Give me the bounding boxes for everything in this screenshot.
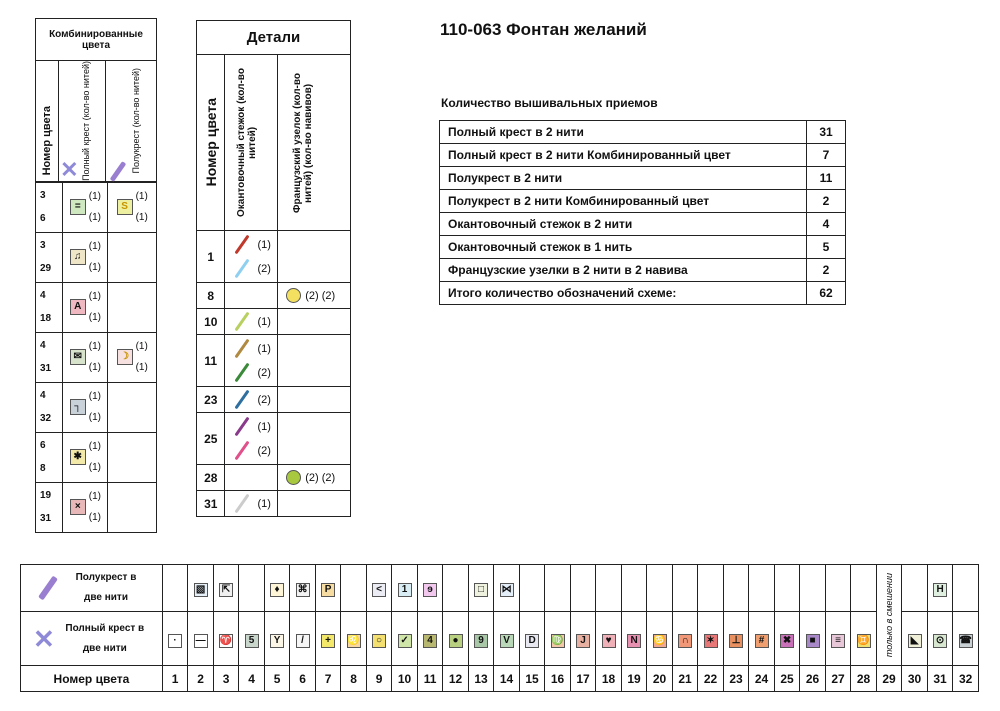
stitch-symbol: ⌘ bbox=[297, 584, 308, 595]
thread-count: (1) bbox=[135, 212, 148, 224]
backstitch-line bbox=[235, 259, 250, 279]
stitch-symbol: ♥ bbox=[602, 634, 616, 648]
color-number: 6 bbox=[40, 440, 46, 452]
details-col-knot: Французский узелок (кол-во нитей) (кол-во навивов) bbox=[292, 72, 315, 213]
stitch-symbol: ≡ bbox=[831, 634, 845, 648]
stitch-symbol: ⋈ bbox=[501, 584, 512, 595]
stitch-symbol: ✖ bbox=[780, 634, 794, 648]
stitch-symbol: 1 bbox=[398, 583, 412, 597]
color-number: 5 bbox=[264, 666, 290, 692]
stitch-symbol: V bbox=[500, 634, 514, 648]
thread-count: (1) bbox=[88, 212, 101, 224]
techniques-table bbox=[439, 120, 846, 305]
color-number: 18 bbox=[596, 666, 622, 692]
technique-value: 11 bbox=[807, 167, 846, 190]
color-number: 4 bbox=[40, 290, 46, 302]
color-number: 8 bbox=[40, 463, 46, 475]
thread-count: (1) bbox=[88, 412, 101, 424]
combined-col-number: Номер цвета bbox=[41, 105, 54, 175]
technique-row bbox=[440, 213, 846, 236]
technique-row bbox=[440, 259, 846, 282]
color-number: 1 bbox=[162, 666, 188, 692]
technique-label: Французские узелки в 2 нити в 2 навива bbox=[440, 259, 807, 282]
details-col-backstitch: Окантовочный стежок (кол-во нитей) bbox=[236, 68, 259, 217]
details-header: Детали bbox=[197, 21, 351, 55]
color-number: 28 bbox=[197, 465, 225, 491]
legend-table bbox=[20, 564, 979, 692]
stitch-symbol: ┐ bbox=[70, 399, 86, 415]
technique-row bbox=[440, 144, 846, 167]
knot-count: (2) (2) bbox=[305, 471, 336, 484]
color-number: 8 bbox=[197, 283, 225, 309]
combined-row bbox=[36, 332, 157, 382]
backstitch-line bbox=[235, 363, 250, 383]
stitch-symbol: ☎ bbox=[959, 634, 972, 646]
color-number: 32 bbox=[953, 666, 979, 692]
color-number: 4 bbox=[239, 666, 265, 692]
color-number: 26 bbox=[800, 666, 826, 692]
stitch-symbol: ♈ bbox=[219, 634, 233, 646]
backstitch-line bbox=[235, 339, 250, 359]
details-col-number: Номер цвета bbox=[202, 98, 219, 187]
technique-value: 7 bbox=[807, 144, 846, 167]
details-row bbox=[197, 231, 351, 283]
combined-row bbox=[36, 482, 157, 532]
thread-count: (1) bbox=[88, 241, 101, 253]
color-number: 16 bbox=[545, 666, 571, 692]
color-number: 31 bbox=[197, 491, 225, 517]
stitch-symbol: ☽ bbox=[117, 349, 133, 365]
details-table bbox=[196, 20, 351, 517]
stitch-symbol: 5 bbox=[245, 634, 259, 648]
technique-value: 2 bbox=[807, 259, 846, 282]
stitch-symbol: D bbox=[525, 634, 539, 648]
thread-count: (1) bbox=[257, 497, 271, 510]
color-number: 14 bbox=[494, 666, 520, 692]
color-number: 6 bbox=[290, 666, 316, 692]
color-number: 29 bbox=[40, 263, 52, 275]
thread-count: (1) bbox=[88, 441, 101, 453]
stitch-symbol: □ bbox=[474, 583, 488, 597]
thread-count: (1) bbox=[257, 238, 271, 251]
technique-label: Полный крест в 2 нити Комбинированный цвет bbox=[440, 144, 807, 167]
combined-col-full: Полный крест (кол-во нитей) bbox=[80, 61, 91, 181]
color-number: 32 bbox=[40, 413, 52, 425]
stitch-symbol: 4 bbox=[423, 634, 437, 648]
technique-value: 4 bbox=[807, 213, 846, 236]
legend-half-label: Полукрест в две нити bbox=[75, 572, 137, 603]
technique-label: Окантовочный стежок в 2 нити bbox=[440, 213, 807, 236]
stitch-symbol: × bbox=[70, 499, 86, 515]
combined-colors-table bbox=[35, 18, 157, 533]
color-number: 7 bbox=[315, 666, 341, 692]
thread-count: (1) bbox=[257, 342, 271, 355]
technique-row bbox=[440, 282, 846, 305]
color-number: 19 bbox=[621, 666, 647, 692]
stitch-symbol: ✱ bbox=[70, 449, 86, 465]
stitch-symbol: 9 bbox=[474, 634, 488, 648]
details-row bbox=[197, 283, 351, 309]
stitch-symbol: ✉ bbox=[70, 349, 86, 365]
stitch-symbol: A bbox=[70, 299, 86, 315]
color-number: 11 bbox=[417, 666, 443, 692]
knot-count: (2) (2) bbox=[305, 289, 336, 302]
color-number: 28 bbox=[851, 666, 877, 692]
color-number: 22 bbox=[698, 666, 724, 692]
stitch-symbol: ♊ bbox=[857, 634, 870, 646]
color-number: 25 bbox=[197, 413, 225, 465]
details-row bbox=[197, 413, 351, 465]
details-row bbox=[197, 387, 351, 413]
color-number: 18 bbox=[40, 313, 52, 325]
combined-header: Комбинированные цвета bbox=[36, 19, 157, 61]
technique-label: Окантовочный стежок в 1 нить bbox=[440, 236, 807, 259]
color-number: 6 bbox=[40, 213, 46, 225]
color-number: 8 bbox=[341, 666, 367, 692]
stitch-symbol: ɘ bbox=[423, 583, 437, 597]
color-number: 13 bbox=[468, 666, 494, 692]
color-number: 3 bbox=[40, 190, 46, 202]
combined-row bbox=[36, 382, 157, 432]
details-row bbox=[197, 309, 351, 335]
color-number: 27 bbox=[825, 666, 851, 692]
technique-row bbox=[440, 236, 846, 259]
thread-count: (1) bbox=[88, 512, 101, 524]
color-number: 1 bbox=[197, 231, 225, 283]
color-number: 24 bbox=[749, 666, 775, 692]
thread-count: (1) bbox=[88, 491, 101, 503]
color-number: 4 bbox=[40, 340, 46, 352]
stitch-symbol: < bbox=[372, 583, 386, 597]
stitch-symbol: # bbox=[755, 634, 769, 648]
stitch-symbol: ◣ bbox=[908, 634, 922, 648]
thread-count: (1) bbox=[257, 420, 271, 433]
details-row bbox=[197, 491, 351, 517]
color-number: 23 bbox=[197, 387, 225, 413]
legend-number-label: Номер цвета bbox=[21, 666, 163, 692]
stitch-symbol: — bbox=[195, 634, 206, 646]
stitch-symbol: ■ bbox=[806, 634, 820, 648]
stitch-symbol: P bbox=[321, 583, 335, 597]
stitch-symbol: ♍ bbox=[551, 634, 564, 646]
thread-count: (1) bbox=[88, 291, 101, 303]
thread-count: (1) bbox=[135, 341, 148, 353]
thread-count: (1) bbox=[88, 191, 101, 203]
backstitch-line bbox=[235, 494, 250, 514]
technique-label: Полукрест в 2 нити Комбинированный цвет bbox=[440, 190, 807, 213]
thread-count: (1) bbox=[135, 191, 148, 203]
technique-value: 2 bbox=[807, 190, 846, 213]
combined-row bbox=[36, 432, 157, 482]
technique-value: 62 bbox=[807, 282, 846, 305]
backstitch-line bbox=[235, 441, 250, 461]
backstitch-line bbox=[235, 312, 250, 332]
technique-row bbox=[440, 167, 846, 190]
combined-row bbox=[36, 182, 157, 232]
stitch-symbol: ▧ bbox=[194, 583, 208, 597]
color-number: 25 bbox=[774, 666, 800, 692]
full-cross-icon: ✕ bbox=[33, 623, 55, 654]
technique-value: 31 bbox=[807, 121, 846, 144]
thread-count: (2) bbox=[257, 366, 271, 379]
french-knot-icon bbox=[286, 470, 301, 485]
color-number: 29 bbox=[876, 666, 902, 692]
half-cross-icon bbox=[110, 161, 127, 182]
thread-count: (2) bbox=[257, 393, 271, 406]
technique-label: Полный крест в 2 нити bbox=[440, 121, 807, 144]
color-number: 20 bbox=[647, 666, 673, 692]
stitch-symbol: ● bbox=[449, 634, 463, 648]
color-number: 10 bbox=[197, 309, 225, 335]
color-number: 2 bbox=[188, 666, 214, 692]
half-cross-icon bbox=[38, 576, 58, 601]
stitch-symbol: ∩ bbox=[678, 634, 692, 648]
color-number: 31 bbox=[40, 363, 52, 375]
technique-value: 5 bbox=[807, 236, 846, 259]
color-number: 23 bbox=[723, 666, 749, 692]
stitch-symbol: ♋ bbox=[653, 634, 666, 646]
backstitch-line bbox=[235, 417, 250, 437]
stitch-symbol: ♫ bbox=[70, 249, 86, 265]
stitch-symbol: ✓ bbox=[398, 634, 412, 648]
color-number: 11 bbox=[197, 335, 225, 387]
color-number: 3 bbox=[40, 240, 46, 252]
stitch-symbol: Y bbox=[270, 634, 284, 648]
thread-count: (1) bbox=[88, 341, 101, 353]
technique-row bbox=[440, 190, 846, 213]
thread-count: (1) bbox=[88, 262, 101, 274]
color-number: 21 bbox=[672, 666, 698, 692]
legend-full-label: Полный крест в две нити bbox=[65, 622, 145, 654]
details-row bbox=[197, 465, 351, 491]
stitch-symbol: ♌ bbox=[347, 634, 360, 646]
color-number: 4 bbox=[40, 390, 46, 402]
page-title: 110-063 Фонтан желаний bbox=[440, 20, 647, 39]
color-number: 19 bbox=[40, 490, 52, 502]
technique-label: Полукрест в 2 нити bbox=[440, 167, 807, 190]
thread-count: (2) bbox=[257, 262, 271, 275]
thread-count: (1) bbox=[257, 315, 271, 328]
combined-row bbox=[36, 282, 157, 332]
color-number: 15 bbox=[519, 666, 545, 692]
color-number: 10 bbox=[392, 666, 418, 692]
color-number: 31 bbox=[927, 666, 953, 692]
stitch-symbol: N bbox=[627, 634, 641, 648]
thread-count: (1) bbox=[88, 362, 101, 374]
stitch-symbol: · bbox=[168, 634, 182, 648]
stitch-symbol: ○ bbox=[372, 634, 386, 648]
color-number: 17 bbox=[570, 666, 596, 692]
french-knot-icon bbox=[286, 288, 301, 303]
stitch-symbol: J bbox=[576, 634, 590, 648]
full-cross-icon: ✕ bbox=[60, 156, 79, 182]
only-mixed-note: только в смешении bbox=[884, 572, 895, 658]
stitch-symbol: ⊙ bbox=[933, 634, 947, 648]
color-number: 9 bbox=[366, 666, 392, 692]
color-number: 3 bbox=[213, 666, 239, 692]
stitch-symbol: ✶ bbox=[704, 634, 718, 648]
stitch-symbol: S bbox=[117, 199, 133, 215]
color-number: 31 bbox=[40, 513, 52, 525]
thread-count: (1) bbox=[88, 391, 101, 403]
technique-label: Итого количество обозначений схеме: bbox=[440, 282, 807, 305]
backstitch-line bbox=[235, 390, 250, 410]
color-number: 12 bbox=[443, 666, 469, 692]
stitch-symbol: ⇱ bbox=[219, 583, 233, 597]
stitch-symbol: H bbox=[933, 583, 947, 597]
stitch-symbol: ♦ bbox=[270, 583, 284, 597]
combined-col-half: Полукрест (кол-во нитей) bbox=[131, 68, 142, 174]
thread-count: (1) bbox=[88, 462, 101, 474]
details-row bbox=[197, 335, 351, 387]
color-number: 30 bbox=[902, 666, 928, 692]
stitch-symbol: / bbox=[296, 634, 310, 648]
technique-row bbox=[440, 121, 846, 144]
techniques-title: Количество вышивальных приемов bbox=[441, 96, 658, 110]
thread-count: (2) bbox=[257, 444, 271, 457]
stitch-symbol: + bbox=[321, 634, 335, 648]
thread-count: (1) bbox=[135, 362, 148, 374]
thread-count: (1) bbox=[88, 312, 101, 324]
stitch-symbol: ⊥ bbox=[729, 634, 743, 648]
stitch-symbol: = bbox=[70, 199, 86, 215]
backstitch-line bbox=[235, 235, 250, 255]
combined-row bbox=[36, 232, 157, 282]
